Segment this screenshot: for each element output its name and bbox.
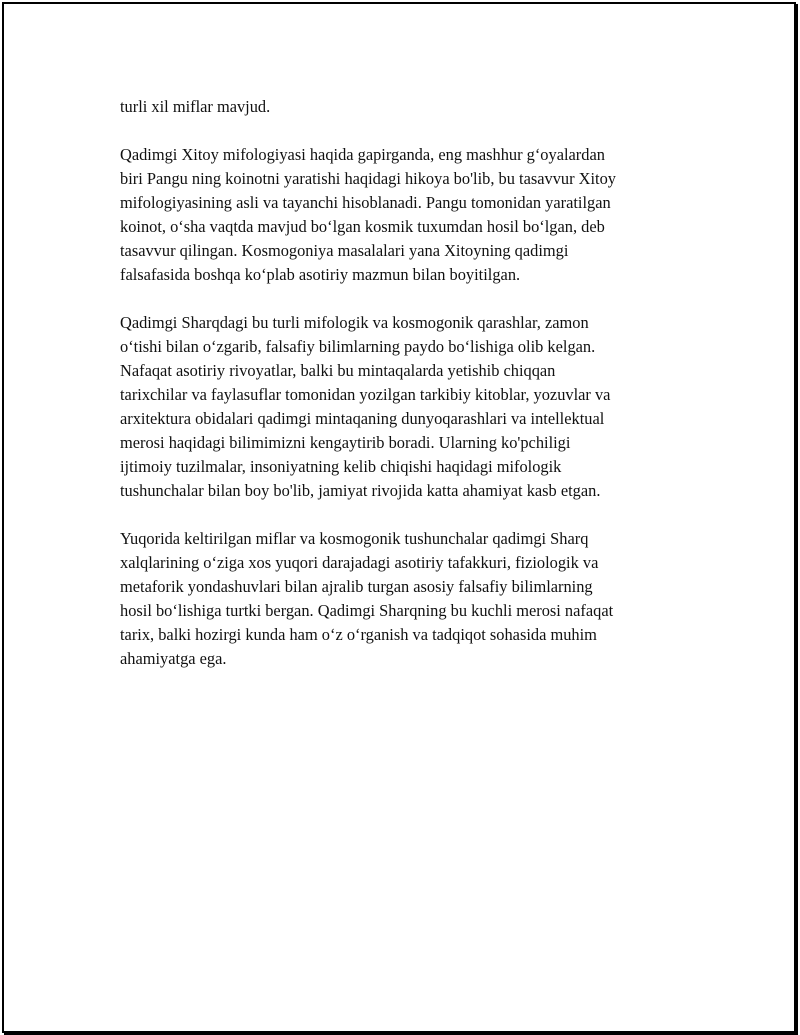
- paragraph-3: Qadimgi Sharqdagi bu turli mifologik va kosmogonik qarashlar, zamon o‘tishi bilan o‘zgarib, falsafiy bilimlarning paydo bo‘lishiga olib kelgan. Nafaqat asotiriy rivoyatlar, balki bu mintaqalarda yetishib chiqqan tarixchilar va faylasuflar tomonidan yozilgan tarkibiy kitoblar, yozuvlar va arxitektura obidalari qadimgi mintaqaning dunyoqarashlari va intellektual merosi haqidagi bilimimizni kengaytirib boradi. Ularning ko'pchiligi ijtimoiy tuzilmalar, insoniyatning kelib chiqishi haqidagi mifologik tushunchalar bilan boy bo'lib, jamiyat rivojida katta ahamiyat kasb etgan.: [120, 313, 611, 500]
- paragraph-1: turli xil miflar mavjud.: [120, 97, 271, 116]
- page-frame: [2, 2, 796, 1033]
- paragraph-2: Qadimgi Xitoy mifologiyasi haqida gapirganda, eng mashhur g‘oyalardan biri Pangu ning koinotni yaratishi haqidagi hikoya bo'lib, bu tasavvur Xitoy mifologiyasining asli va tayanchi hisoblanadi. Pangu tomonidan yaratilgan koinot, o‘sha vaqtda mavjud bo‘lgan kosmik tuxumdan hosil bo‘lgan, deb tasavvur qilingan. Kosmogoniya masalalari yana Xitoyning qadimgi falsafasida boshqa ko‘plab asotiriy mazmun bilan boyitilgan.: [120, 145, 616, 284]
- paragraph-4: Yuqorida keltirilgan miflar va kosmogonik tushunchalar qadimgi Sharq xalqlarining o‘ziga xos yuqori darajadagi asotiriy tafakkuri, fiziologik va metaforik yondashuvlari bilan ajralib turgan asosiy falsafiy bilimlarning hosil bo‘lishiga turtki bergan. Qadimgi Sharqning bu kuchli merosi nafaqat tarix, balki hozirgi kunda ham o‘z o‘rganish va tadqiqot sohasida muhim ahamiyatga ega.: [120, 529, 614, 668]
- page-content: [120, 95, 700, 695]
